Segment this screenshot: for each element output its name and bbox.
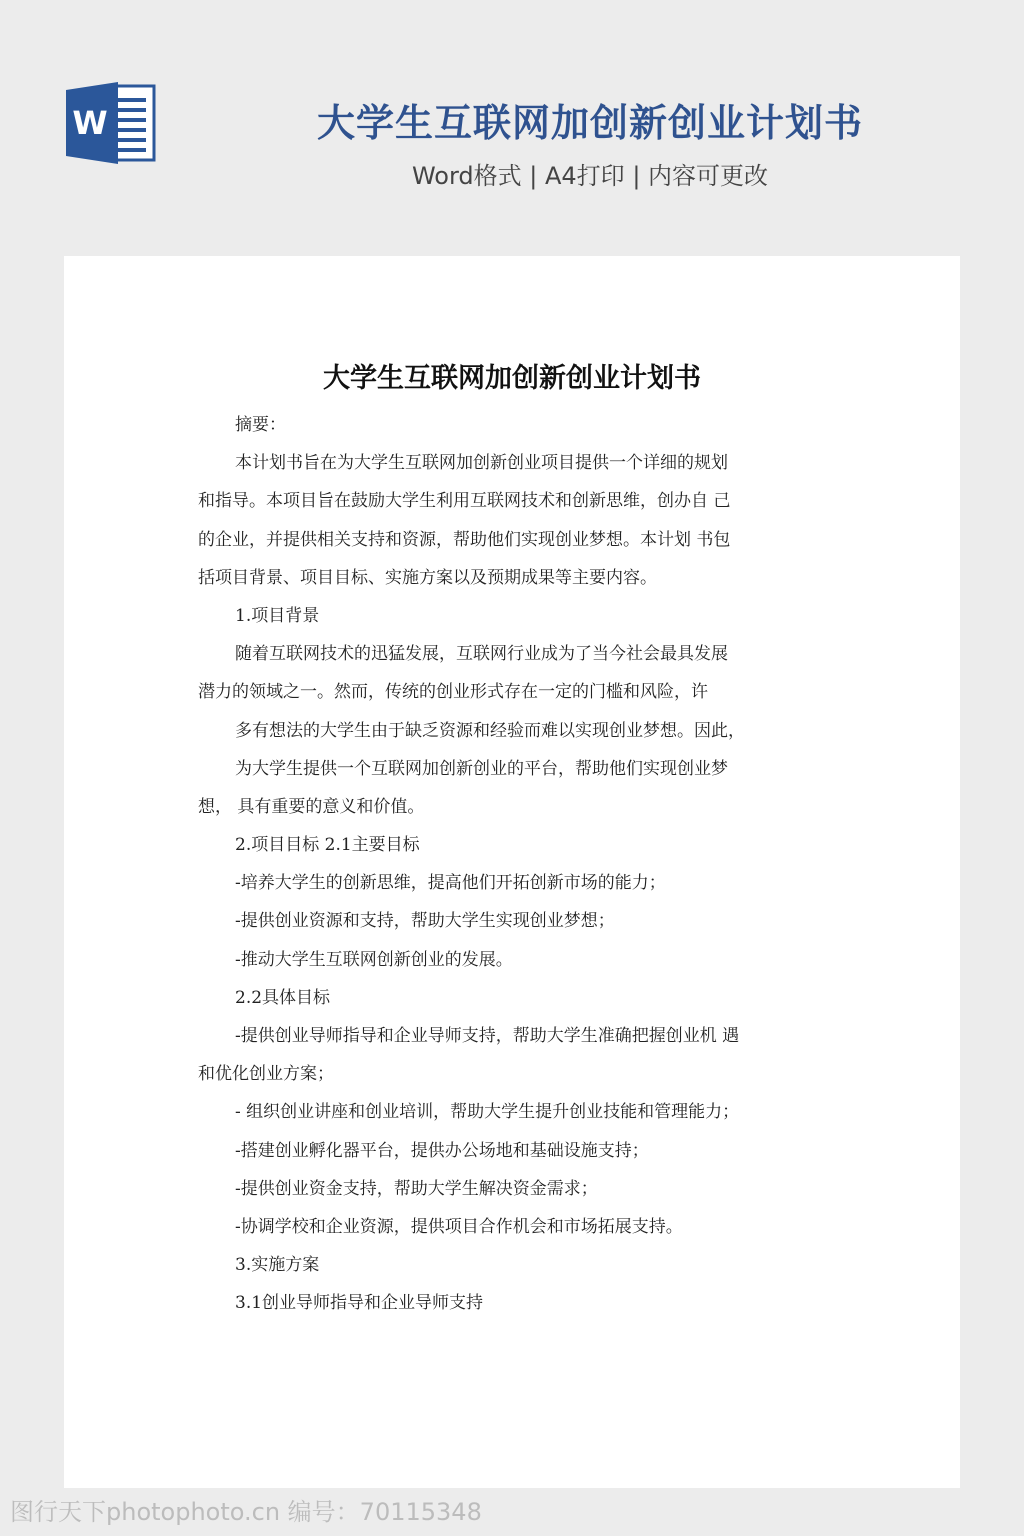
document-line: 1.项目背景 xyxy=(235,605,320,626)
document-line: 为大学生提供一个互联网加创新创业的平台，帮助他们实现创业梦 xyxy=(235,758,728,779)
watermark: 图行天下photophoto.cn 编号：70115348 xyxy=(10,1498,482,1526)
document-line: -协调学校和企业资源，提供项目合作机会和市场拓展支持。 xyxy=(235,1216,683,1237)
document-line: - 组织创业讲座和创业培训，帮助大学生提升创业技能和管理能力； xyxy=(235,1102,740,1123)
header-banner xyxy=(0,0,1024,250)
document-line: -推动大学生互联网创新创业的发展。 xyxy=(235,949,513,970)
document-line: 3.1创业导师指导和企业导师支持 xyxy=(235,1293,484,1314)
document-line: 2.2具体目标 xyxy=(235,987,331,1008)
word-doc-icon xyxy=(64,80,158,166)
document-line: -培养大学生的创新思维，提高他们开拓创新市场的能力； xyxy=(235,873,666,894)
banner-title: 大学生互联网加创新创业计划书 xyxy=(316,101,863,145)
document-page xyxy=(64,256,960,1488)
document-line: 摘要： xyxy=(235,415,286,435)
document-line: -提供创业资金支持，帮助大学生解决资金需求； xyxy=(235,1178,598,1199)
document-line: 3.实施方案 xyxy=(235,1255,320,1276)
document-line: 潜力的领域之一。然而，传统的创业形式存在一定的门槛和风险，许 xyxy=(198,682,708,703)
document-line: 本计划书旨在为大学生互联网加创新创业项目提供一个详细的规划 xyxy=(235,453,728,474)
document-title: 大学生互联网加创新创业计划书 xyxy=(323,363,701,394)
document-line: 和指导。本项目旨在鼓励大学生利用互联网技术和创新思维，创办自 己 xyxy=(198,491,731,512)
banner-subtitle: Word格式 | A4打印 | 内容可更改 xyxy=(411,162,769,190)
document-line: 2.项目目标 2.1主要目标 xyxy=(235,835,420,856)
document-line: 的企业，并提供相关支持和资源，帮助他们实现创业梦想。本计划 书包 xyxy=(198,529,731,550)
document-line: 和优化创业方案； xyxy=(198,1064,334,1085)
document-line: 想， 具有重要的意义和价值。 xyxy=(198,796,425,817)
document-line: -提供创业资源和支持，帮助大学生实现创业梦想； xyxy=(235,911,615,932)
document-line: -提供创业导师指导和企业导师支持，帮助大学生准确把握创业机 遇 xyxy=(235,1026,740,1046)
document-line: 多有想法的大学生由于缺乏资源和经验而难以实现创业梦想。因此， xyxy=(235,720,745,741)
document-line: -搭建创业孵化器平台，提供办公场地和基础设施支持； xyxy=(235,1140,649,1161)
word-letter-icon: W xyxy=(72,104,108,142)
document-body xyxy=(198,406,820,1323)
document-line: 随着互联网技术的迅猛发展，互联网行业成为了当今社会最具发展 xyxy=(235,644,728,665)
document-line: 括项目背景、项目目标、实施方案以及预期成果等主要内容。 xyxy=(198,567,657,588)
